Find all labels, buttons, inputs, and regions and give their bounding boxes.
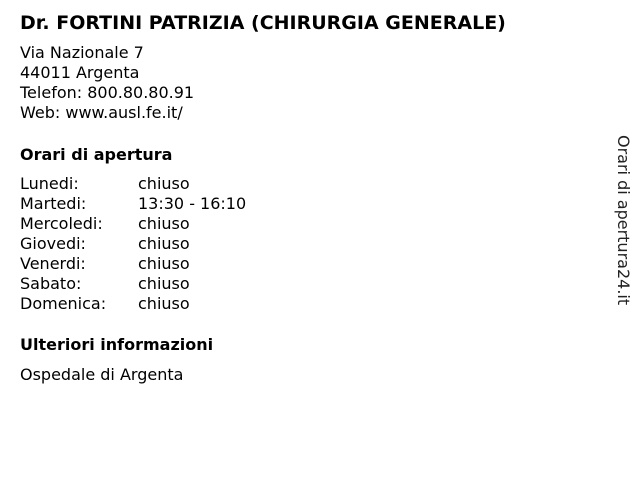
more-info-heading: Ulteriori informazioni <box>20 335 214 354</box>
opening-hours-table <box>20 174 246 314</box>
site-watermark: Orari di apertura24.it <box>614 135 633 306</box>
address-block <box>20 43 194 123</box>
hours-row-thursday <box>20 234 246 254</box>
hours-row-monday <box>20 174 246 194</box>
hours-row-tuesday <box>20 194 246 214</box>
day-label: Martedi: <box>20 194 87 213</box>
hours-value: chiuso <box>138 174 190 193</box>
hours-value: chiuso <box>138 274 190 293</box>
day-label: Lunedi: <box>20 174 79 193</box>
hours-row-sunday <box>20 294 246 314</box>
address-street: Via Nazionale 7 <box>20 43 144 62</box>
day-label: Giovedi: <box>20 234 86 253</box>
hours-value: 13:30 - 16:10 <box>138 194 247 213</box>
opening-hours-heading: Orari di apertura <box>20 145 173 164</box>
address-city: 44011 Argenta <box>20 63 140 82</box>
hours-value: chiuso <box>138 214 190 233</box>
hours-row-wednesday <box>20 214 246 234</box>
hours-row-friday <box>20 254 246 274</box>
page-title: Dr. FORTINI PATRIZIA (CHIRURGIA GENERALE) <box>20 12 506 34</box>
hours-value: chiuso <box>138 254 190 273</box>
more-info-text: Ospedale di Argenta <box>20 365 184 384</box>
hours-value: chiuso <box>138 234 190 253</box>
day-label: Venerdi: <box>20 254 86 273</box>
phone-number: Telefon: 800.80.80.91 <box>20 83 195 102</box>
day-label: Domenica: <box>20 294 107 313</box>
day-label: Sabato: <box>20 274 82 293</box>
website-url: Web: www.ausl.fe.it/ <box>20 103 183 122</box>
hours-value: chiuso <box>138 294 190 313</box>
day-label: Mercoledi: <box>20 214 103 233</box>
hours-row-saturday <box>20 274 246 294</box>
